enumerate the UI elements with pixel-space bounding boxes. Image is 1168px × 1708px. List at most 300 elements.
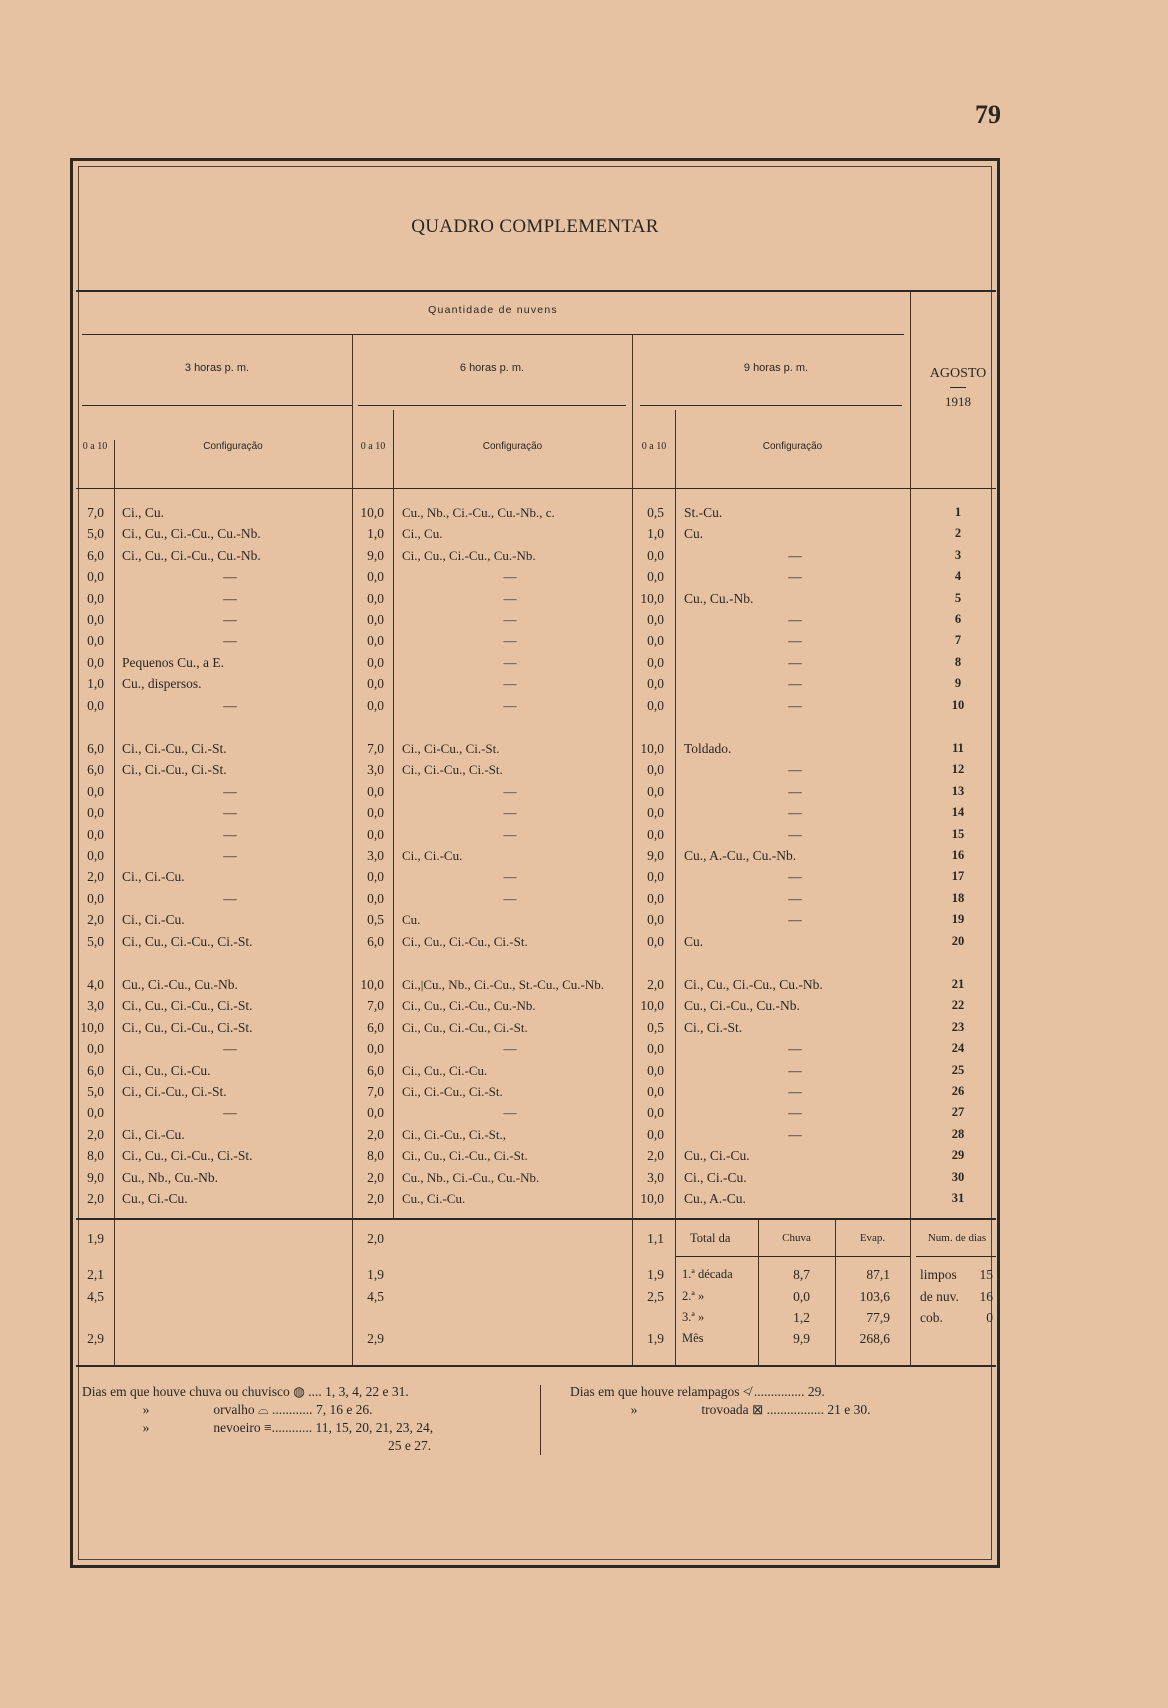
dew-symbol-icon: ⌓ ............ [258, 1402, 313, 1417]
cell-3h-value: 0,0 [87, 569, 104, 585]
cell-9h-value: 0,0 [647, 783, 664, 799]
cell-3h-config: Ci., Cu. [122, 505, 165, 520]
cell-6h-config: Cu. [402, 912, 421, 928]
sub-rule-9h [640, 405, 902, 406]
cell-9h-value: 0,0 [647, 633, 664, 649]
cell-9h-value: 0,0 [647, 697, 664, 713]
sub-rule-3h [82, 405, 352, 406]
cell-3h-value: 2,0 [87, 912, 104, 928]
col-divider-month [910, 292, 911, 1365]
footer-rain-dates: 1, 3, 4, 22 e 31. [325, 1384, 409, 1399]
cell-3h-config: Cu., dispersos. [122, 676, 202, 692]
cell-3h-config: Cu., Ci.-Cu. [122, 1191, 188, 1206]
cell-6h-config: Ci., Cu., Ci.-Cu., Ci.-St. [402, 933, 528, 949]
cell-6h-value: 0,0 [367, 612, 384, 627]
cell-9h-config: — [788, 569, 802, 585]
summary-evap: 103,6 [859, 1289, 890, 1304]
cell-3h-config: Ci., Ci.-Cu. [122, 869, 185, 885]
cell-3h-value: 0,0 [87, 697, 104, 713]
cell-day: 27 [951, 1105, 965, 1120]
summary-9h: 1,9 [647, 1267, 664, 1282]
cell-3h-value: 2,0 [87, 869, 104, 885]
cell-3h-value: 5,0 [87, 1084, 104, 1099]
cell-day: 11 [952, 741, 964, 755]
cell-9h-value: 10,0 [640, 741, 664, 756]
cell-6h-config: Ci., Ci.-Cu., Ci.-St. [402, 1084, 503, 1099]
summary-3h: 2,1 [87, 1267, 104, 1282]
cell-9h-config: — [788, 783, 802, 799]
col-divider-a-conf [114, 440, 115, 1365]
cell-3h-config: — [223, 590, 237, 606]
footer-ditto: » [142, 1402, 150, 1417]
cell-day: 4 [954, 569, 962, 584]
cell-6h-value: 0,0 [367, 676, 384, 692]
summary-6h: 1,9 [367, 1267, 384, 1282]
footer-thunder-text: trovoada [701, 1402, 749, 1417]
cell-9h-value: 3,0 [647, 1169, 664, 1185]
cell-9h-value: 2,0 [647, 1148, 664, 1164]
summary-evap: 77,9 [866, 1310, 890, 1325]
cell-9h-config: — [788, 869, 802, 885]
summary-days-value: 16 [979, 1289, 993, 1304]
footer-dew-dates: 7, 16 e 26. [315, 1402, 373, 1417]
cell-6h-config: — [503, 676, 517, 692]
cell-3h-value: 0,0 [87, 1105, 104, 1121]
cell-9h-config: — [788, 890, 802, 906]
footer-fog-dates-cont: 25 e 27. [388, 1438, 432, 1453]
header-6h: 6 horas p. m. [459, 362, 525, 374]
cell-3h-value: 2,0 [87, 1126, 104, 1142]
total-label: Total da [690, 1231, 731, 1245]
cell-3h-value: 6,0 [87, 1062, 104, 1078]
summary-days-label: de nuv. [920, 1289, 959, 1304]
cell-9h-config: Cu. [684, 933, 704, 949]
cell-6h-config: Ci., Cu., Ci.-Cu., Cu.-Nb. [402, 998, 536, 1014]
cell-3h-config: — [223, 1105, 237, 1121]
cell-6h-config: Ci.,|Cu., Nb., Ci.-Cu., St.-Cu., Cu.-Nb. [402, 977, 604, 992]
page-number: 79 [975, 100, 1001, 129]
cell-3h-config: Pequenos Cu., a E. [122, 654, 224, 670]
cell-day: 15 [951, 826, 965, 841]
cell-3h-value: 9,0 [87, 1169, 104, 1185]
thunder-symbol-icon: ⊠ ................. [751, 1402, 825, 1417]
cell-day: 31 [951, 1191, 965, 1205]
cell-6h-config: Ci., Ci.-Cu., Ci.-St. [402, 762, 503, 778]
cell-6h-config: Ci., Cu., Ci.-Cu., Ci.-St. [402, 1019, 528, 1035]
footer-lightning-line [570, 1384, 825, 1400]
cell-6h-value: 9,0 [367, 547, 384, 563]
footer-fog-dates: 11, 15, 20, 21, 23, 24, [315, 1420, 434, 1435]
cell-day: 22 [951, 998, 965, 1013]
cell-9h-value: 0,0 [647, 933, 664, 949]
footer-ditto: » [630, 1402, 638, 1417]
cell-6h-config: Cu., Nb., Ci.-Cu., Cu.-Nb., c. [402, 505, 555, 520]
summary-chuva: 8,7 [793, 1267, 810, 1282]
summary-6h: 4,5 [367, 1289, 384, 1304]
cell-9h-config: — [788, 1062, 802, 1078]
summary-days-label: limpos [920, 1267, 957, 1282]
cell-6h-config: — [503, 826, 517, 842]
cell-3h-value: 0,0 [87, 1041, 104, 1057]
cell-9h-config: — [788, 1126, 802, 1142]
summary-9h: 1,9 [647, 1331, 664, 1346]
cell-day: 3 [954, 547, 962, 562]
header-rule [76, 290, 996, 292]
cell-6h-value: 0,0 [367, 869, 384, 885]
cell-6h-value: 0,0 [367, 826, 384, 842]
cell-3h-config: — [223, 1041, 237, 1057]
cell-3h-config: Ci., Ci.-Cu., Ci.-St. [122, 1084, 227, 1099]
header-scale-6h: 0 a 10 [360, 441, 386, 452]
cell-6h-value: 0,0 [367, 1105, 384, 1121]
cell-9h-value: 0,0 [647, 676, 664, 692]
cell-day: 7 [954, 633, 962, 648]
cell-3h-config: — [223, 612, 237, 627]
cell-9h-config: Cu., Cu.-Nb. [684, 590, 754, 606]
summary-evap: 268,6 [859, 1331, 890, 1346]
cell-6h-value: 7,0 [367, 741, 384, 756]
cell-3h-value: 7,0 [87, 505, 104, 520]
footer-thunder-dates: 21 e 30. [827, 1402, 871, 1417]
cell-3h-config: Ci., Ci.-Cu., Ci.-St. [122, 762, 227, 778]
cell-6h-config: — [503, 569, 517, 585]
fog-symbol-icon: ≡............ [263, 1420, 313, 1435]
footer-dew-line [82, 1402, 373, 1418]
cell-6h-config: — [503, 697, 517, 713]
cell-9h-config: — [788, 612, 802, 627]
cell-9h-value: 0,0 [647, 805, 664, 821]
summary-6h: 2,9 [367, 1331, 384, 1346]
cell-day: 26 [951, 1084, 965, 1098]
col-divider-c-conf [675, 410, 676, 1365]
cell-day: 10 [951, 697, 965, 712]
summary-days-value: 15 [979, 1267, 993, 1282]
cell-3h-config: Cu., Ci.-Cu., Cu.-Nb. [122, 977, 238, 992]
cell-day: 24 [951, 1041, 965, 1056]
cell-6h-config: Ci., Ci-Cu., Ci.-St. [402, 741, 500, 756]
footer-thunder-line [570, 1402, 871, 1418]
cell-9h-config: — [788, 1084, 802, 1099]
cell-6h-config: Cu., Nb., Ci.-Cu., Cu.-Nb. [402, 1169, 540, 1185]
cell-9h-config: St.-Cu. [684, 505, 723, 520]
cell-3h-config: Ci., Cu., Ci.-Cu., Ci.-St. [122, 1148, 253, 1164]
cell-day: 30 [951, 1169, 965, 1184]
cell-3h-value: 6,0 [87, 741, 104, 756]
cell-3h-config: — [223, 697, 237, 713]
summary-rule [76, 1218, 996, 1220]
cell-9h-value: 0,0 [647, 912, 664, 928]
cell-day: 6 [954, 612, 962, 626]
cell-3h-value: 0,0 [87, 805, 104, 821]
cell-3h-config: Ci., Cu., Ci.-Cu. [122, 1062, 211, 1078]
evap-label: Evap. [859, 1232, 886, 1244]
footer-divider [540, 1385, 541, 1455]
cell-6h-config: — [503, 805, 517, 821]
cloud-group-title: Quantidade de nuvens [428, 304, 558, 316]
cell-day: 18 [951, 890, 965, 905]
cell-9h-value: 0,0 [647, 869, 664, 885]
cell-3h-value: 1,0 [87, 676, 104, 692]
cell-3h-value: 2,0 [87, 1191, 104, 1206]
cell-3h-config: — [223, 805, 237, 821]
cell-6h-config: — [503, 633, 517, 649]
cell-9h-config: Cu., A.-Cu. [684, 1191, 746, 1206]
summary-days-value: 0 [986, 1310, 993, 1325]
cell-day: 23 [951, 1019, 965, 1034]
cell-3h-value: 0,0 [87, 890, 104, 906]
cell-6h-config: Cu., Ci.-Cu. [402, 1191, 466, 1206]
cell-6h-config: Ci., Cu., Ci.-Cu., Ci.-St. [402, 1148, 528, 1164]
header-scale-3h: 0 a 10 [82, 441, 108, 452]
cell-9h-value: 0,0 [647, 890, 664, 906]
cell-9h-config: — [788, 633, 802, 649]
cell-9h-config: — [788, 697, 802, 713]
sub-rule-6h [358, 405, 626, 406]
cell-3h-value: 5,0 [87, 933, 104, 949]
cell-6h-config: Ci., Cu., Ci.-Cu. [402, 1062, 488, 1078]
cell-9h-value: 0,0 [647, 1105, 664, 1121]
cell-3h-config: Ci., Cu., Ci.-Cu., Cu.-Nb. [122, 547, 261, 563]
cell-9h-config: — [788, 547, 802, 563]
cell-day: 12 [951, 762, 965, 777]
cell-3h-config: — [223, 890, 237, 906]
cell-6h-value: 2,0 [367, 1126, 384, 1142]
summary-chuva: 0,0 [793, 1289, 810, 1304]
footer-rain-text: Dias em que houve chuva ou chuvisco [82, 1384, 290, 1399]
cell-6h-value: 0,5 [367, 912, 384, 928]
header-9h: 9 horas p. m. [743, 362, 809, 374]
body-top-rule [76, 488, 996, 489]
cell-9h-config: Cu. [684, 526, 704, 542]
cell-6h-value: 1,0 [367, 526, 384, 542]
cell-6h-value: 10,0 [360, 977, 384, 992]
cell-6h-value: 0,0 [367, 783, 384, 799]
cell-3h-value: 3,0 [87, 998, 104, 1014]
cell-6h-config: — [503, 590, 517, 606]
summary-3h: 2,9 [87, 1331, 104, 1346]
cell-3h-value: 0,0 [87, 590, 104, 606]
cell-day: 20 [951, 933, 965, 948]
cell-6h-config: — [503, 654, 517, 670]
cell-3h-config: Ci., Cu., Ci.-Cu., Ci.-St. [122, 933, 253, 949]
cell-9h-config: — [788, 912, 802, 928]
cell-3h-config: — [223, 569, 237, 585]
cell-6h-config: — [503, 783, 517, 799]
page-title: QUADRO COMPLEMENTAR [411, 216, 659, 237]
cell-3h-value: 8,0 [87, 1148, 104, 1164]
summary-period-label: 3.ª » [682, 1310, 705, 1324]
summary-mean-3h: 1,9 [87, 1231, 104, 1246]
cell-3h-value: 6,0 [87, 547, 104, 563]
cell-9h-config: Toldado. [684, 741, 732, 756]
summary-period-label: 2.ª » [682, 1289, 705, 1303]
cell-9h-value: 10,0 [640, 590, 664, 606]
cell-9h-value: 0,5 [647, 1019, 664, 1035]
cell-3h-config: Ci., Cu., Ci.-Cu., Ci.-St. [122, 1019, 253, 1035]
cell-6h-value: 0,0 [367, 1041, 384, 1057]
cloud-group-rule [82, 334, 904, 335]
cell-6h-value: 0,0 [367, 633, 384, 649]
cell-9h-value: 0,0 [647, 654, 664, 670]
cell-day: 21 [951, 977, 965, 991]
num-dias-label: Num. de dias [927, 1232, 987, 1244]
cell-3h-config: — [223, 826, 237, 842]
cell-9h-value: 0,0 [647, 612, 664, 627]
cell-3h-config: — [223, 848, 237, 863]
cell-3h-value: 0,0 [87, 633, 104, 649]
cell-day: 29 [951, 1148, 965, 1163]
cell-6h-value: 6,0 [367, 1019, 384, 1035]
cell-6h-value: 7,0 [367, 1084, 384, 1099]
footer-ditto: » [142, 1420, 150, 1435]
summary-evap: 87,1 [866, 1267, 890, 1282]
cell-9h-value: 0,0 [647, 1126, 664, 1142]
cell-6h-config: — [503, 1041, 517, 1057]
chuva-label: Chuva [782, 1232, 811, 1244]
summary-mean-6h: 2,0 [367, 1231, 384, 1246]
cell-9h-config: Ci., Ci.-St. [684, 1019, 743, 1035]
cell-6h-value: 3,0 [367, 762, 384, 778]
cell-3h-config: — [223, 633, 237, 649]
cell-6h-config: Ci., Ci.-Cu., Ci.-St., [402, 1126, 507, 1142]
total-header-rule [676, 1256, 910, 1257]
cell-3h-value: 0,0 [87, 612, 104, 627]
lightning-symbol-icon: ≮ ............... [742, 1384, 805, 1399]
cell-day: 25 [951, 1062, 965, 1077]
header-year: 1918 [945, 394, 971, 409]
cell-6h-value: 0,0 [367, 805, 384, 821]
cell-6h-value: 0,0 [367, 590, 384, 606]
footer-fog-text: nevoeiro [213, 1420, 261, 1435]
cell-9h-value: 10,0 [640, 1191, 664, 1206]
cell-9h-config: Cu., Ci.-Cu. [684, 1148, 750, 1164]
cell-day: 9 [954, 676, 962, 691]
cell-9h-value: 0,0 [647, 569, 664, 585]
cell-6h-value: 2,0 [367, 1191, 384, 1206]
cell-6h-value: 0,0 [367, 569, 384, 585]
cell-6h-value: 10,0 [360, 505, 384, 520]
cell-day: 14 [951, 805, 965, 820]
summary-period-label: Mês [682, 1331, 704, 1345]
cell-9h-value: 1,0 [647, 526, 664, 542]
cell-3h-config: — [223, 783, 237, 799]
cell-9h-config: Ci., Ci.-Cu. [684, 1169, 747, 1185]
cell-9h-config: — [788, 1041, 802, 1057]
cell-6h-value: 0,0 [367, 654, 384, 670]
cell-3h-config: Ci., Cu., Ci.-Cu., Ci.-St. [122, 998, 253, 1014]
header-config-9h: Configuração [762, 441, 823, 452]
cell-9h-config: — [788, 676, 802, 692]
cell-3h-config: Ci., Cu., Ci.-Cu., Cu.-Nb. [122, 526, 261, 542]
cell-9h-config: Cu., A.-Cu., Cu.-Nb. [684, 848, 797, 863]
cell-9h-value: 10,0 [640, 998, 664, 1014]
footer-dew-text: orvalho [213, 1402, 255, 1417]
cell-3h-config: Ci., Ci.-Cu. [122, 912, 185, 928]
cell-9h-config: — [788, 762, 802, 778]
cell-6h-value: 0,0 [367, 890, 384, 906]
cell-6h-config: — [503, 1105, 517, 1121]
cell-6h-config: — [503, 869, 517, 885]
footer-rule [76, 1365, 996, 1367]
table-inner-frame [78, 166, 992, 1560]
cell-9h-config: — [788, 826, 802, 842]
cell-9h-value: 0,0 [647, 1062, 664, 1078]
header-config-3h: Configuração [203, 441, 263, 452]
cell-day: 19 [951, 912, 965, 927]
cell-3h-config: Cu., Nb., Cu.-Nb. [122, 1169, 219, 1185]
cell-9h-value: 0,0 [647, 1041, 664, 1057]
cell-6h-config: Ci., Cu. [402, 526, 443, 542]
cell-6h-value: 0,0 [367, 697, 384, 713]
cell-6h-value: 8,0 [367, 1148, 384, 1164]
cell-day: 17 [951, 869, 965, 884]
summary-3h: 4,5 [87, 1289, 104, 1304]
footer-rain-line [82, 1384, 409, 1400]
cell-6h-config: — [503, 890, 517, 906]
cell-day: 2 [954, 526, 962, 541]
summary-mean-9h: 1,1 [647, 1231, 664, 1246]
header-scale-9h: 0 a 10 [641, 441, 667, 452]
cell-9h-value: 0,5 [647, 505, 664, 520]
cell-3h-value: 4,0 [87, 977, 104, 992]
cell-3h-value: 5,0 [87, 526, 104, 542]
summary-days-label: cob. [920, 1310, 943, 1325]
cell-9h-value: 0,0 [647, 826, 664, 842]
header-3h: 3 horas p. m. [184, 362, 250, 374]
cell-9h-value: 2,0 [647, 977, 664, 992]
cell-6h-value: 6,0 [367, 1062, 384, 1078]
cell-3h-config: Ci., Ci.-Cu. [122, 1126, 185, 1142]
cell-9h-value: 0,0 [647, 547, 664, 563]
cell-3h-value: 0,0 [87, 848, 104, 863]
header-month: AGOSTO [929, 366, 987, 381]
cell-6h-value: 3,0 [367, 848, 384, 863]
cell-3h-value: 0,0 [87, 826, 104, 842]
summary-period-label: 1.ª década [682, 1267, 733, 1281]
month-year-rule [950, 387, 966, 388]
cell-day: 1 [954, 505, 962, 519]
cell-day: 8 [954, 654, 962, 669]
footer-lightning-text: Dias em que houve relampagos [570, 1384, 740, 1399]
cell-9h-value: 0,0 [647, 762, 664, 778]
cell-9h-config: — [788, 805, 802, 821]
cell-6h-value: 7,0 [367, 998, 384, 1014]
footer-fog-line [82, 1420, 433, 1436]
cell-9h-config: Cu., Ci.-Cu., Cu.-Nb. [684, 998, 800, 1014]
cell-3h-value: 0,0 [87, 783, 104, 799]
cell-6h-config: Ci., Cu., Ci.-Cu., Cu.-Nb. [402, 547, 536, 563]
cell-day: 13 [951, 783, 965, 798]
cell-9h-value: 9,0 [647, 848, 664, 863]
cell-6h-value: 2,0 [367, 1169, 384, 1185]
cell-9h-config: — [788, 654, 802, 670]
cell-6h-value: 6,0 [367, 933, 384, 949]
cell-day: 16 [951, 848, 965, 862]
summary-chuva: 1,2 [793, 1310, 810, 1325]
header-config-6h: Configuração [482, 441, 543, 452]
cell-6h-config: Ci., Ci.-Cu. [402, 848, 463, 863]
cell-day: 5 [954, 590, 962, 605]
cell-6h-config: — [503, 612, 517, 627]
cell-3h-value: 0,0 [87, 654, 104, 670]
cell-3h-value: 10,0 [80, 1019, 104, 1035]
cell-3h-config: Ci., Ci.-Cu., Ci.-St. [122, 741, 227, 756]
days-header-rule [916, 1256, 996, 1257]
summary-chuva: 9,9 [793, 1331, 810, 1346]
rain-symbol-icon: ◍ .... [293, 1384, 322, 1399]
cell-3h-value: 6,0 [87, 762, 104, 778]
footer-lightning-dates: 29. [807, 1384, 825, 1399]
